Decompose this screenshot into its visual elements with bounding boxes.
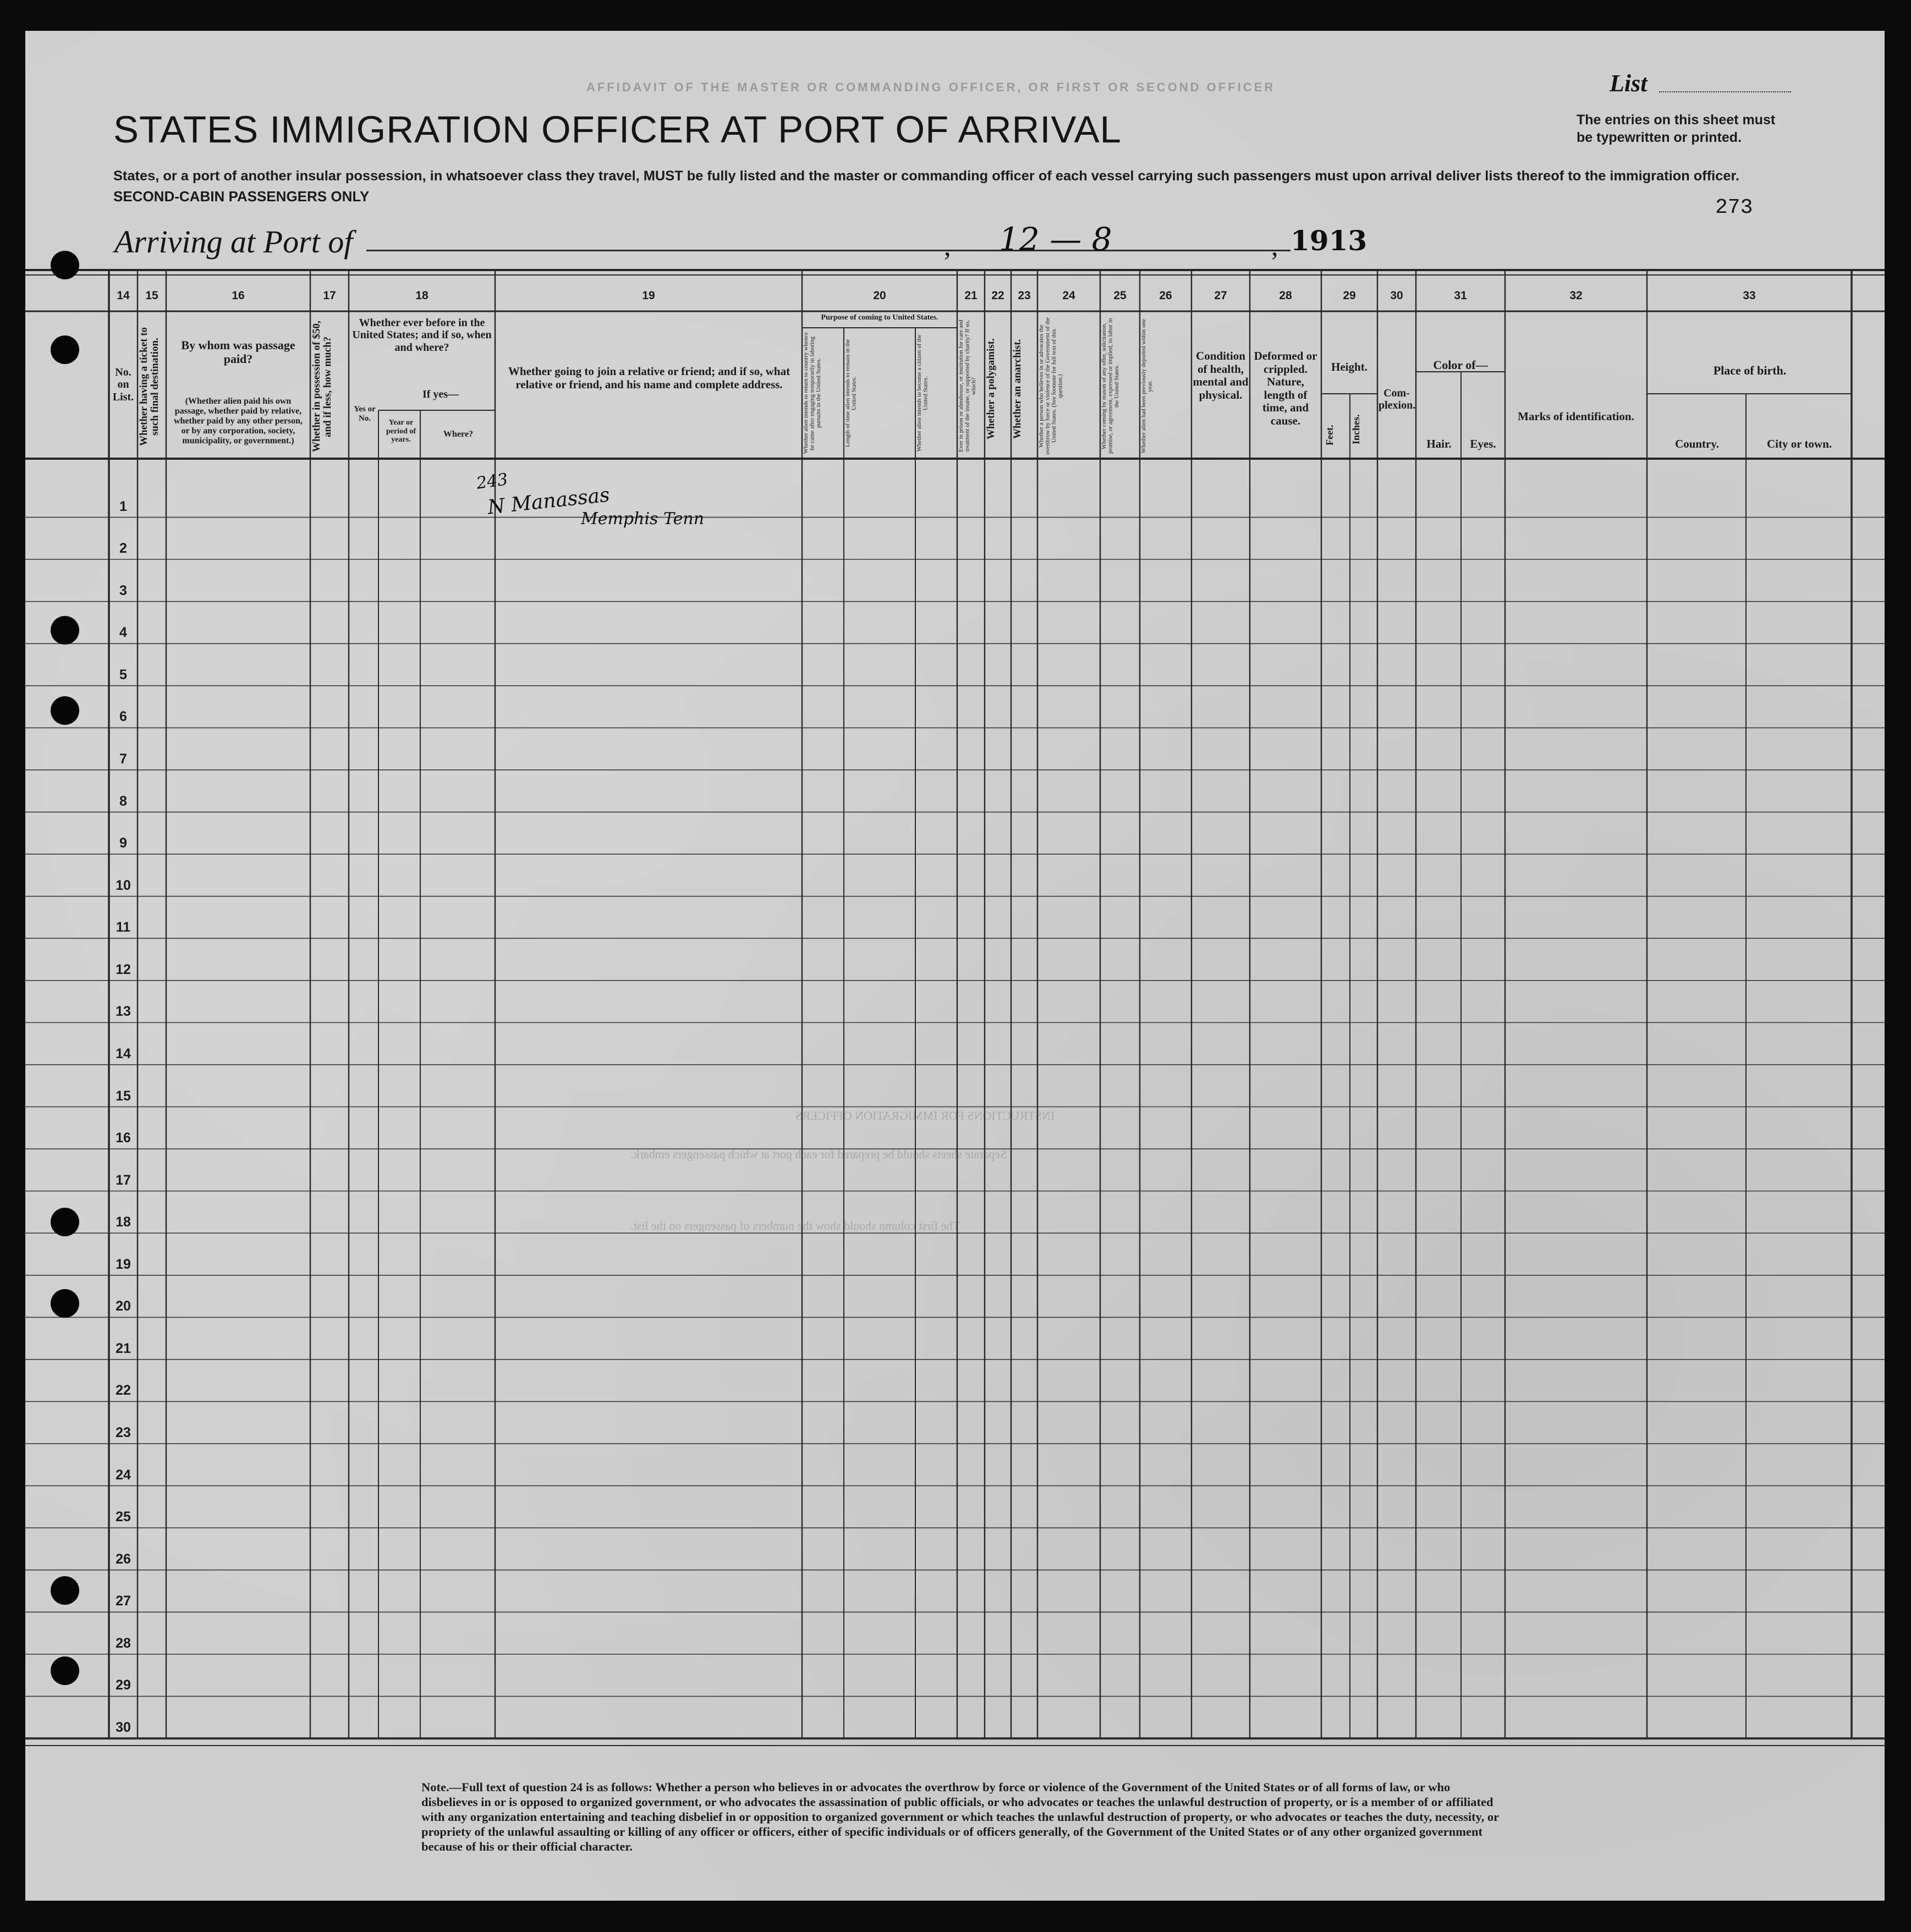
col-num-19: 19 bbox=[642, 289, 655, 302]
hdr-no-on-list: No. on List. bbox=[112, 366, 134, 403]
instruction-line: States, or a port of another insular possession, in whatsoever class they travel, MUST be fully listed and the master or commanding officer of each vessel carrying such passengers must upon arrival deliver lists thereof to the immigration officer. bbox=[113, 168, 1740, 184]
manifest-sheet bbox=[25, 31, 1885, 1901]
hdr-overthrow: Whether a person who believes in or advocates the overthrow by force or violence of the Government of the United States. (See footnote for full text of this question.) bbox=[1038, 317, 1064, 455]
row-number: 6 bbox=[119, 709, 127, 725]
punch-hole bbox=[51, 1656, 79, 1685]
col-num-23: 23 bbox=[1018, 289, 1031, 302]
hdr-hair: Hair. bbox=[1426, 437, 1452, 450]
hdr-prison: Ever in prison or almshouse, or institution for care and treatment of the insane, or supported by charity? If so, which? bbox=[958, 320, 978, 453]
row-number: 22 bbox=[116, 1383, 131, 1399]
hdr-city: City or town. bbox=[1766, 437, 1832, 450]
hdr-yes-no: Yes or No. bbox=[354, 405, 376, 423]
col-num-20: 20 bbox=[873, 289, 886, 302]
hdr-offer-labor: Whether coming by reason of any offer, solicitation, promise, or agreement, expressed or implied, to labor in the United States. bbox=[1101, 318, 1121, 454]
ghost-bleed-text-2: Separate sheets should be prepared for each port at which passengers embark. bbox=[630, 1147, 1007, 1161]
hdr-purpose: Purpose of coming to United States. bbox=[821, 313, 938, 322]
row-number: 27 bbox=[116, 1593, 131, 1609]
hdr-height: Height. bbox=[1331, 360, 1368, 373]
col-num-14: 14 bbox=[117, 289, 130, 302]
hdr-anarchist: Whether an anarchist. bbox=[1012, 339, 1023, 439]
hdr-color-of: Color of— bbox=[1433, 358, 1488, 372]
hdr-deported: Whether alien had been previously deported within one year. bbox=[1140, 318, 1154, 454]
ghost-header-line: AFFIDAVIT OF THE MASTER OR COMMANDING OFFICER, OR FIRST OR SECOND OFFICER bbox=[586, 80, 1276, 94]
row-number: 2 bbox=[119, 541, 127, 557]
row-number: 13 bbox=[116, 1004, 131, 1020]
punch-hole bbox=[51, 696, 79, 725]
punch-hole bbox=[51, 1576, 79, 1605]
row-number: 8 bbox=[119, 793, 127, 809]
row-number: 5 bbox=[119, 667, 127, 682]
row-number: 30 bbox=[116, 1720, 131, 1735]
punch-hole bbox=[51, 251, 79, 279]
col-num-32: 32 bbox=[1569, 289, 1583, 302]
row-number: 17 bbox=[116, 1172, 131, 1188]
col-num-26: 26 bbox=[1159, 289, 1172, 302]
entry-row1-street: N Manassas bbox=[486, 483, 611, 519]
hdr-marks: Marks of identification. bbox=[1518, 410, 1634, 423]
class-label: SECOND-CABIN PASSENGERS ONLY bbox=[113, 188, 370, 205]
hdr-fifty-dollars: Whether in possession of $50, and if less, how much? bbox=[311, 321, 333, 453]
col-num-30: 30 bbox=[1390, 289, 1403, 302]
arrival-year: 1913 bbox=[1291, 224, 1368, 257]
hdr-complexion: Com-plexion. bbox=[1379, 387, 1416, 412]
row-number: 21 bbox=[116, 1340, 131, 1356]
row-number: 15 bbox=[116, 1088, 131, 1104]
col-num-21: 21 bbox=[964, 289, 978, 302]
row-number: 4 bbox=[119, 625, 127, 641]
col-num-33: 33 bbox=[1743, 289, 1756, 302]
hdr-ticket: Whether having a ticket to such final destination. bbox=[138, 327, 161, 447]
col-num-22: 22 bbox=[991, 289, 1004, 302]
hdr-place-of-birth: Place of birth. bbox=[1713, 364, 1787, 377]
hdr-if-yes: If yes— bbox=[422, 388, 459, 400]
col-num-17: 17 bbox=[323, 289, 336, 302]
hdr-country: Country. bbox=[1675, 437, 1719, 450]
row-number: 28 bbox=[116, 1635, 131, 1651]
entry-row1-city: Memphis Tenn bbox=[581, 509, 705, 529]
punch-hole bbox=[51, 1289, 79, 1318]
hdr-deformed: Deformed or crippled. Nature, length of time, and cause. bbox=[1254, 349, 1317, 427]
row-number: 18 bbox=[116, 1214, 131, 1230]
hdr-purpose-sub3: Whether alien intends to become a citizen of the United States. bbox=[916, 334, 929, 452]
footnote-question-24: Note.—Full text of question 24 is as follows: Whether a person who believes in or advocates the overthrow by force or violence of the Government of the United States or of all forms of law, or who disbelieves in or is opposed to organized government, or who advocates the assassination of public officials, or who advocates or teaches the unlawful destruction of property, or is a member of or affiliated with any organization entertaining and teaching disbelief in or opposition to organized government or which teaches the unlawful destruction of property, or who advocates or teaches the duty, necessity, or propriety of the unlawful assaulting or killing of any officer or officers, either of specific individuals or of officers generally, of the Government of the United States or of any other organized government because of his or their official character. bbox=[421, 1780, 1499, 1853]
col-num-29: 29 bbox=[1343, 289, 1356, 302]
list-label: List bbox=[1610, 70, 1648, 97]
col-num-28: 28 bbox=[1279, 289, 1292, 302]
row-number: 19 bbox=[116, 1256, 131, 1272]
comma-2: , bbox=[1271, 230, 1278, 261]
form-grid bbox=[25, 31, 1885, 1901]
ghost-bleed-text-3: The first column should show the numbers of passengers on the list. bbox=[630, 1219, 960, 1232]
col-num-16: 16 bbox=[232, 289, 245, 302]
punch-hole bbox=[51, 335, 79, 364]
hdr-passage-paid-sub: (Whether alien paid his own passage, whether paid by relative, whether paid by any other person, or by any corporation, society, municipality, or government.) bbox=[173, 397, 303, 445]
col-num-25: 25 bbox=[1113, 289, 1127, 302]
comma: , bbox=[944, 230, 951, 261]
col-num-31: 31 bbox=[1454, 289, 1467, 302]
hdr-inches: Inches. bbox=[1350, 414, 1361, 445]
row-number: 12 bbox=[116, 961, 131, 977]
punch-hole bbox=[51, 1208, 79, 1236]
col-num-24: 24 bbox=[1062, 289, 1075, 302]
row-number: 1 bbox=[119, 498, 127, 514]
row-number: 24 bbox=[116, 1467, 131, 1483]
hdr-polygamist: Whether a polygamist. bbox=[985, 338, 997, 439]
row-number: 11 bbox=[116, 920, 131, 935]
arriving-at-port-label: Arriving at Port of bbox=[114, 224, 353, 260]
sheet-number: 273 bbox=[1715, 196, 1753, 219]
col-num-18: 18 bbox=[415, 289, 429, 302]
ghost-bleed-text-1: INSTRUCTIONS FOR IMMIGRATION OFFICERS bbox=[795, 1109, 1055, 1122]
row-number: 20 bbox=[116, 1298, 131, 1314]
hdr-eyes: Eyes. bbox=[1470, 437, 1496, 450]
hdr-before-in-us: Whether ever before in the United States; and if so, when and where? bbox=[352, 317, 492, 354]
hdr-health: Condition of health, mental and physical. bbox=[1193, 349, 1249, 401]
hdr-purpose-sub2: Length of time alien intends to remain in the United States. bbox=[844, 339, 858, 448]
hdr-where: Where? bbox=[443, 430, 473, 439]
hdr-year-period: Year or period of years. bbox=[386, 419, 416, 444]
row-number: 26 bbox=[116, 1551, 131, 1567]
arrival-day-handwritten: 12 — 8 bbox=[999, 221, 1112, 258]
hdr-passage-paid: By whom was passage paid? bbox=[181, 338, 295, 366]
col-num-15: 15 bbox=[145, 289, 158, 302]
row-number: 14 bbox=[116, 1045, 131, 1061]
row-number: 23 bbox=[116, 1425, 131, 1441]
row-number: 25 bbox=[116, 1509, 131, 1525]
row-number: 9 bbox=[119, 835, 127, 851]
hdr-join-relative: Whether going to join a relative or friend; and if so, what relative or friend, and his name and complete address. bbox=[508, 365, 790, 391]
col-num-27: 27 bbox=[1214, 289, 1227, 302]
page-title: STATES IMMIGRATION OFFICER AT PORT OF ARRIVAL bbox=[113, 108, 1122, 151]
row-number: 29 bbox=[116, 1677, 131, 1693]
entry-row1-house-number: 243 bbox=[475, 470, 509, 493]
typewritten-note-line-2: be typewritten or printed. bbox=[1577, 130, 1742, 145]
punch-hole bbox=[51, 616, 79, 645]
typewritten-note-line-1: The entries on this sheet must bbox=[1577, 112, 1776, 128]
hdr-feet: Feet. bbox=[1324, 425, 1335, 445]
row-number: 16 bbox=[116, 1130, 131, 1146]
row-number: 7 bbox=[119, 751, 127, 767]
row-number: 3 bbox=[119, 582, 127, 598]
row-number: 10 bbox=[116, 877, 131, 893]
hdr-purpose-sub1: Whether alien intends to return to country whence he came after engaging temporarily in laboring pursuits in the United States. bbox=[803, 332, 822, 454]
